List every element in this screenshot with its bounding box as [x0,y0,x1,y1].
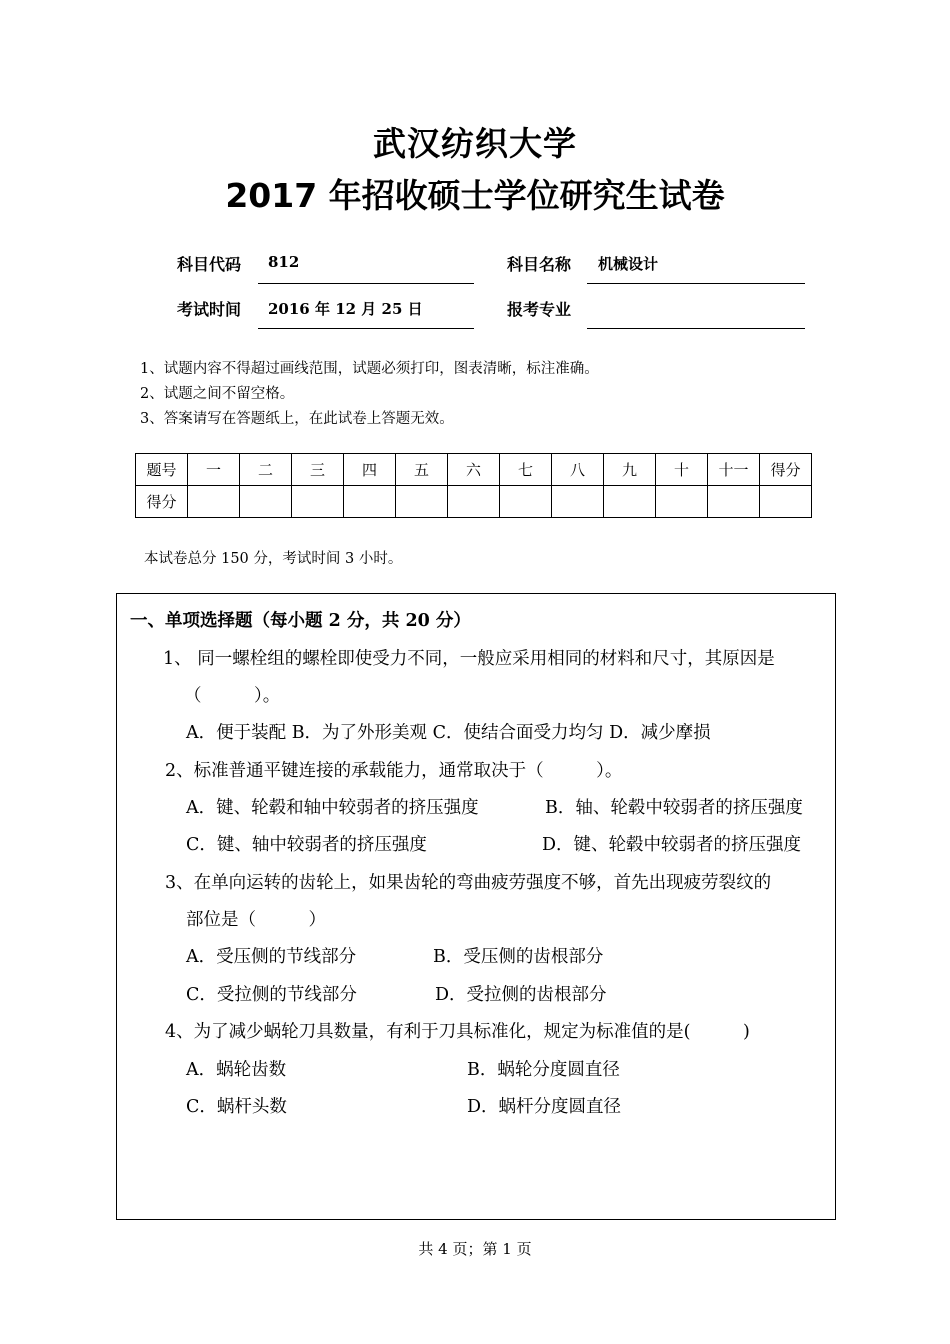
total-score-note: 本试卷总分 150 分，考试时间 3 小时。 [144,551,403,567]
note-2: 2、试题之间不留空格。 [140,386,295,402]
university-title: 武汉纺织大学 [373,124,577,163]
subject-name-value: 机械设计 [598,255,659,273]
major-underline [587,328,805,329]
q1-stem-continued: （ ）。 [184,686,281,706]
score-cell-empty [292,486,344,518]
score-cell-header: 得分 [760,454,812,486]
q3-option-a: A．受压侧的节线部分 [186,947,357,967]
note-3: 3、答案请写在答题纸上，在此试卷上答题无效。 [140,411,454,427]
q3-stem-continued: 部位是（ ） [186,910,326,930]
score-cell-empty [344,486,396,518]
exam-time-value: 2016 年 12 月 25 日 [268,300,423,318]
q3-option-c: C．受拉侧的节线部分 [186,985,357,1005]
q4-stem: 4、为了减少蜗轮刀具数量，有利于刀具标准化，规定为标准值的是( ) [165,1022,750,1042]
score-cell-header: 七 [500,454,552,486]
score-cell-header: 十 [656,454,708,486]
q2-option-b: B．轴、轮毂中较弱者的挤压强度 [545,798,803,818]
q4-option-a: A．蜗轮齿数 [186,1060,287,1080]
score-cell-header: 九 [604,454,656,486]
q3-option-b: B．受压侧的齿根部分 [433,947,604,967]
major-label: 报考专业 [507,300,572,319]
score-cell-header: 四 [344,454,396,486]
score-cell-empty [448,486,500,518]
exam-title: 2017 年招收硕士学位研究生试卷 [225,176,725,215]
exam-time-label: 考试时间 [177,300,242,319]
score-cell-empty [500,486,552,518]
subject-name-label: 科目名称 [507,255,572,274]
score-cell-header: 题号 [136,454,188,486]
score-cell-header: 三 [292,454,344,486]
q3-stem: 3、在单向运转的齿轮上，如果齿轮的弯曲疲劳强度不够，首先出现疲劳裂纹的 [165,873,772,893]
subject-code-value: 812 [268,253,300,271]
score-cell-empty [760,486,812,518]
q4-option-d: D．蜗杆分度圆直径 [467,1097,622,1117]
score-table-header-row [136,454,812,486]
subject-code-underline [258,283,474,284]
score-table [135,453,812,518]
q2-option-d: D．键、轮毂中较弱者的挤压强度 [542,835,802,855]
score-cell-header: 十一 [708,454,760,486]
score-cell-header: 六 [448,454,500,486]
q4-option-c: C．蜗杆头数 [186,1097,287,1117]
q2-option-c: C．键、轴中较弱者的挤压强度 [186,835,427,855]
q3-option-d: D．受拉侧的齿根部分 [435,985,607,1005]
score-cell-header: 五 [396,454,448,486]
score-row-label: 得分 [136,486,188,518]
q4-option-b: B．蜗轮分度圆直径 [467,1060,620,1080]
score-cell-header: 八 [552,454,604,486]
section-1-title: 一、单项选择题（每小题 2 分，共 20 分） [130,611,471,631]
score-cell-empty [656,486,708,518]
subject-name-underline [587,283,805,284]
score-cell-empty [240,486,292,518]
score-table-score-row [136,486,812,518]
q1-stem: 1、 同一螺栓组的螺栓即使受力不同，一般应采用相同的材料和尺寸，其原因是 [163,649,775,669]
q1-options: A．便于装配 B．为了外形美观 C．使结合面受力均匀 D．减少摩损 [186,723,711,743]
q2-stem: 2、标准普通平键连接的承载能力，通常取决于（ ）。 [165,761,623,781]
page-footer: 共 4 页；第 1 页 [418,1240,532,1258]
exam-time-underline [258,328,474,329]
score-cell-header: 一 [188,454,240,486]
score-cell-empty [604,486,656,518]
q2-option-a: A．键、轮毂和轴中较弱者的挤压强度 [186,798,479,818]
score-cell-empty [396,486,448,518]
score-cell-empty [188,486,240,518]
score-cell-empty [552,486,604,518]
subject-code-label: 科目代码 [177,255,242,274]
note-1: 1、试题内容不得超过画线范围，试题必须打印，图表清晰，标注准确。 [140,361,599,377]
score-cell-header: 二 [240,454,292,486]
score-cell-empty [708,486,760,518]
